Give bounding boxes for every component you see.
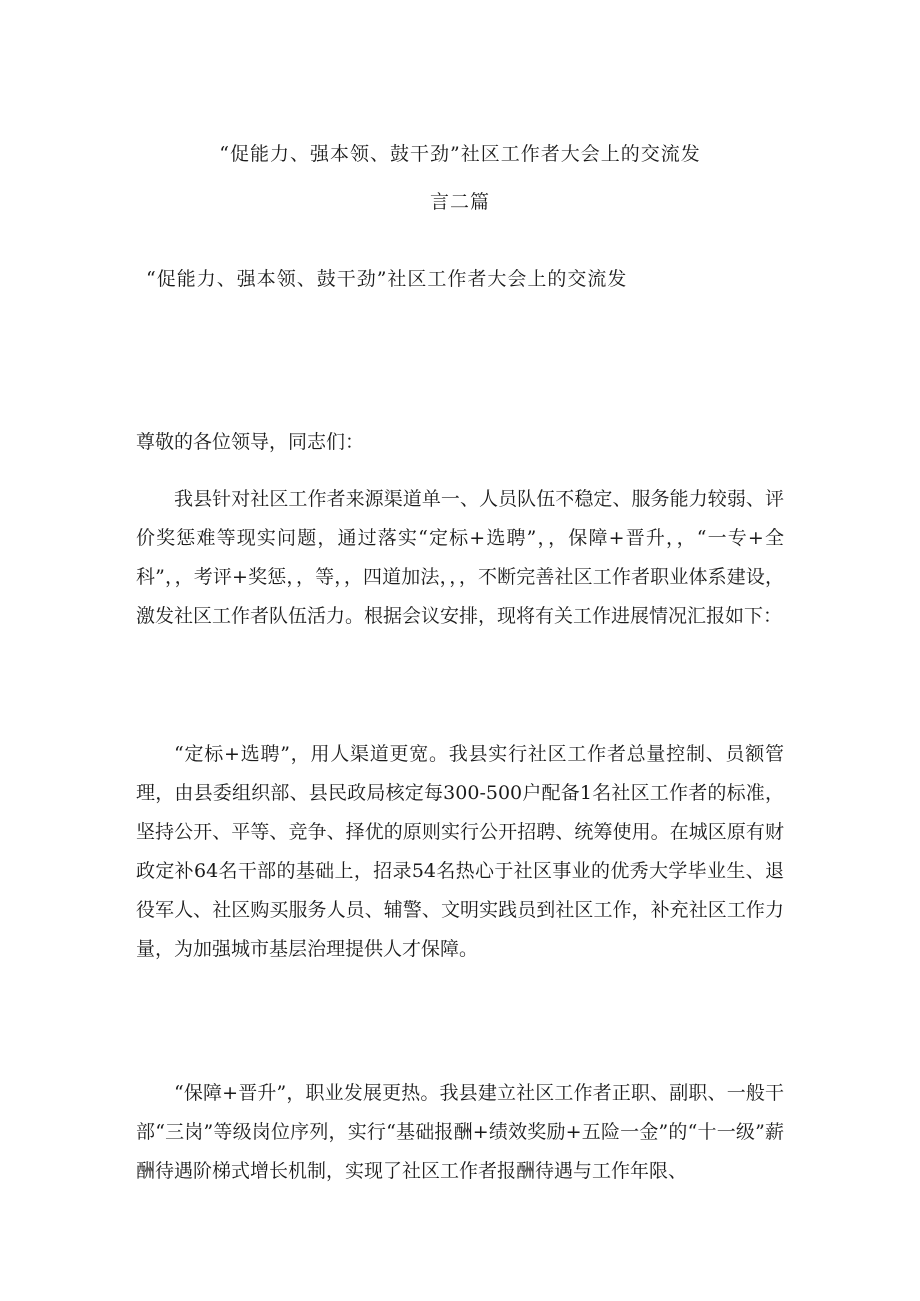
paragraph-recruitment: “定标+选聘”，用人渠道更宽。我县实行社区工作者总量控制、员额管理，由县委组织部、县民政局核定每300-500户配备1名社区工作者的标准，坚持公开、平等、竞争、择优的原则实行公开招聘、统筹使用。在城区原有财政定补64名干部的基础上，招录54名热心于社区事业的优秀大学毕业生、退役军人、社区购买服务人员、辅警、文明实践员到社区工作，补充社区工作力量，为加强城市基层治理提供人才保障。	[136, 743, 784, 960]
document-title-line-1: “促能力、强本领、鼓干劲”社区工作者大会上的交流发	[219, 143, 701, 165]
paragraph-intro: 我县针对社区工作者来源渠道单一、人员队伍不稳定、服务能力较弱、评价奖惩难等现实问题，通过落实“定标+选聘”，，保障+晋升，，“一专+全科”，，考评+奖惩，，等，，四道加法，，，不断完善社区工作者职业体系建设，激发社区工作者队伍活力。根据会议安排，现将有关工作进展情况汇报如下：	[136, 488, 784, 627]
paragraph-career-development: “保障+晋升”，职业发展更热。我县建立社区工作者正职、副职、一般干部“三岗”等级岗位序列，实行“基础报酬+绩效奖励+五险一金”的“十一级”薪酬待遇阶梯式增长机制，实现了社区工作者报酬待遇与工作年限、	[136, 1082, 784, 1182]
document-title-line-2: 言二篇	[429, 191, 490, 213]
salutation: 尊敬的各位领导，同志们：	[136, 431, 365, 453]
document-subtitle: “促能力、强本领、鼓干劲”社区工作者大会上的交流发	[146, 268, 628, 290]
